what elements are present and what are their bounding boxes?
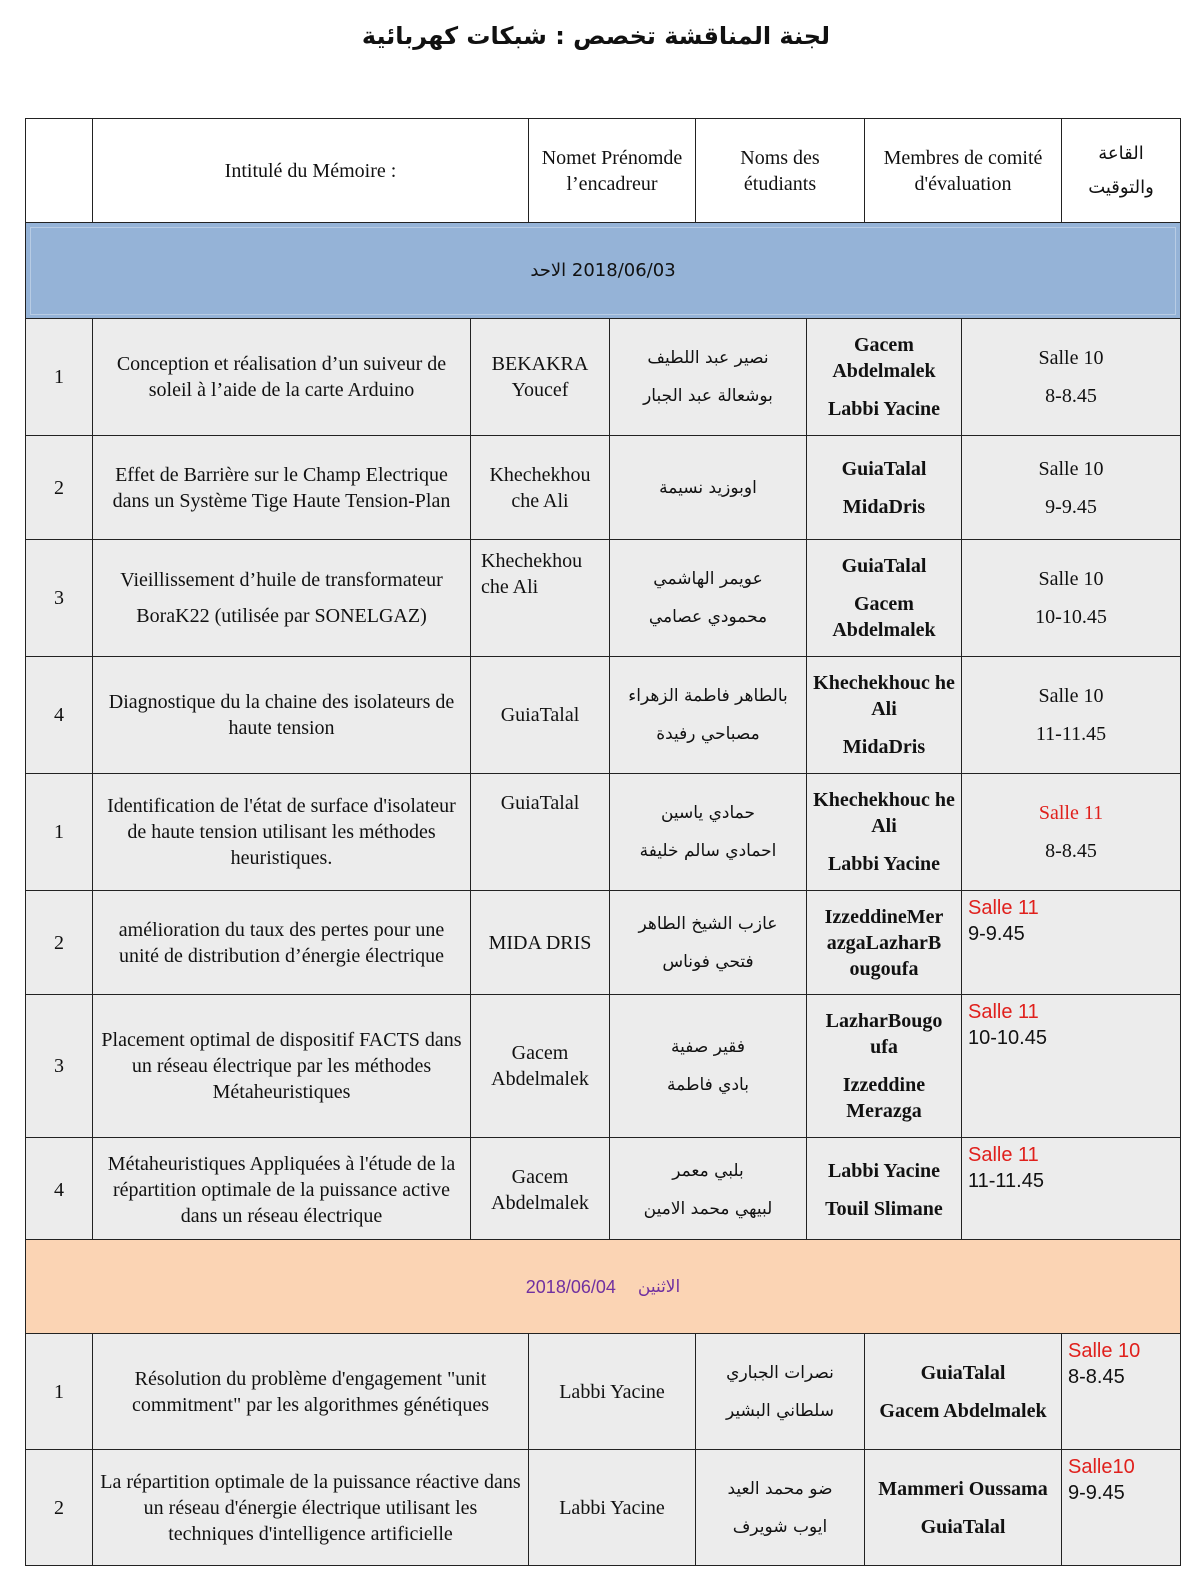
student-2: سلطاني البشير xyxy=(725,1400,834,1421)
memoire-title-text: Identification de l'état de surface d'isolateur de haute tension utilisant les méthodes heuristiques. xyxy=(107,795,456,869)
student-1: ضو محمد العيد xyxy=(727,1478,833,1499)
committee-member-1: IzzeddineMer azgaLazharB ougoufa xyxy=(824,905,944,980)
header-salle-line2: والتوقيت xyxy=(1088,176,1154,198)
row-number: 1 xyxy=(26,1334,93,1450)
students xyxy=(610,657,807,774)
memoire-title xyxy=(93,657,471,774)
room: Salle 10 xyxy=(1038,685,1104,707)
time-slot: 11-11.45 xyxy=(968,1170,1044,1192)
time-slot: 9-9.45 xyxy=(1068,1482,1125,1504)
memoire-title xyxy=(93,1334,529,1450)
student-2: مصباحي رفيدة xyxy=(656,724,760,744)
committee-member-1: GuiaTalal xyxy=(841,555,927,577)
day-2-dayname: الاثنين xyxy=(637,1276,681,1297)
students xyxy=(696,1334,865,1450)
committee xyxy=(865,1450,1062,1566)
room: Salle 11 xyxy=(968,1001,1039,1023)
student-2: محمودي عصامي xyxy=(648,607,768,627)
header-salle-line1: القاعة xyxy=(1098,142,1144,164)
page-title: لجنة المناقشة تخصص : شبكات كهربائية xyxy=(361,22,831,50)
time-slot: 9-9.45 xyxy=(1045,495,1097,518)
room: Salle10 xyxy=(1068,1456,1135,1478)
room: Salle 11 xyxy=(968,1144,1039,1166)
student-1: بلبي معمر xyxy=(672,1160,744,1181)
committee xyxy=(807,891,962,995)
committee-member-1: Khechekhouc he Ali xyxy=(813,789,955,837)
committee xyxy=(807,657,962,774)
students xyxy=(610,319,807,436)
schedule-row xyxy=(26,319,1181,436)
day-2-date: 2018/06/04 xyxy=(525,1276,616,1297)
committee-member-2: Labbi Yacine xyxy=(827,853,941,875)
supervisor: Gacem Abdelmalek xyxy=(471,995,610,1138)
student-2: فتحي فوناس xyxy=(662,951,754,972)
room: Salle 10 xyxy=(1038,347,1104,369)
time-slot: 8-8.45 xyxy=(1045,840,1097,862)
schedule-row xyxy=(26,774,1181,891)
time-slot: 10-10.45 xyxy=(1035,606,1107,628)
student-2: احمادي سالم خليفة xyxy=(639,841,777,861)
committee xyxy=(807,319,962,436)
supervisor: GuiaTalal xyxy=(471,774,610,891)
committee-member-2: Labbi Yacine xyxy=(827,398,941,420)
memoire-title xyxy=(93,1450,529,1566)
committee-member-1: Gacem Abdelmalek xyxy=(832,334,936,382)
row-number: 3 xyxy=(26,540,93,657)
row-number: 3 xyxy=(26,995,93,1138)
day-1-label: 2018/06/03 الاحد xyxy=(530,260,676,281)
memoire-title-text: amélioration du taux des pertes pour une unité de distribution d’énergie électrique xyxy=(118,918,445,967)
schedule-row xyxy=(26,1334,1181,1450)
schedule-row xyxy=(26,891,1181,995)
header-etudiants: Noms des étudiants xyxy=(696,119,865,223)
students xyxy=(610,540,807,657)
students xyxy=(610,774,807,891)
supervisor: BEKAKRA Youcef xyxy=(471,319,610,436)
memoire-title-text: Placement optimal de dispositif FACTS dans un réseau électrique par les méthodes Métaheuristiques xyxy=(101,1029,462,1103)
memoire-title-text: Métaheuristiques Appliquées à l'étude de la répartition optimale de la puissance active dans un réseau électrique xyxy=(107,1152,456,1227)
student-1: عازب الشيخ الطاهر xyxy=(638,913,778,934)
row-number: 2 xyxy=(26,436,93,540)
row-number: 4 xyxy=(26,1138,93,1242)
students xyxy=(610,1138,807,1242)
schedule-row xyxy=(26,1450,1181,1566)
student-2: لبيهي محمد الامين xyxy=(643,1198,773,1219)
schedule-row xyxy=(26,1138,1181,1242)
committee-member-2: Izzeddine Merazga xyxy=(842,1074,926,1122)
header-membres: Membres de comité d'évaluation xyxy=(865,119,1062,223)
committee xyxy=(865,1334,1062,1450)
room-time xyxy=(962,1138,1181,1242)
committee xyxy=(807,774,962,891)
student-1: عويمر الهاشمي xyxy=(653,569,763,589)
committee-member-1: LazharBougo ufa xyxy=(825,1010,943,1058)
room: Salle 11 xyxy=(968,897,1039,919)
student-1: حمادي ياسين xyxy=(660,803,756,823)
memoire-title xyxy=(93,1138,471,1242)
room: Salle 10 xyxy=(1038,457,1104,480)
student-2: بوشعالة عبد الجبار xyxy=(643,386,773,406)
row-number: 1 xyxy=(26,774,93,891)
memoire-title-extra: BoraK22 (utilisée par SONELGAZ) xyxy=(136,605,427,627)
room-time xyxy=(962,540,1181,657)
memoire-title xyxy=(93,891,471,995)
committee xyxy=(807,1138,962,1242)
students xyxy=(610,995,807,1138)
room: Salle 10 xyxy=(1068,1340,1141,1362)
header-intitule: Intitulé du Mémoire : xyxy=(93,119,529,223)
committee-member-2: Gacem Abdelmalek xyxy=(832,593,936,641)
row-number: 4 xyxy=(26,657,93,774)
time-slot: 9-9.45 xyxy=(968,923,1025,945)
committee-member-2: Gacem Abdelmalek xyxy=(879,1399,1047,1422)
student-2: بادي فاطمة xyxy=(667,1075,749,1095)
supervisor: Labbi Yacine xyxy=(529,1450,696,1566)
memoire-title xyxy=(93,436,471,540)
room-time xyxy=(962,319,1181,436)
committee-member-2: Touil Slimane xyxy=(825,1197,943,1220)
committee-member-2: MidaDris xyxy=(842,736,926,758)
header-row xyxy=(26,119,1181,223)
committee xyxy=(807,995,962,1138)
header-num-cell xyxy=(26,119,93,223)
supervisor: Khechekhou che Ali xyxy=(471,436,610,540)
day-band-1 xyxy=(26,223,1181,320)
committee-member-1: Labbi Yacine xyxy=(827,1159,941,1182)
committee xyxy=(807,540,962,657)
time-slot: 10-10.45 xyxy=(968,1027,1047,1049)
row-number: 2 xyxy=(26,1450,93,1566)
header-salle xyxy=(1062,119,1181,223)
schedule-row xyxy=(26,657,1181,774)
memoire-title xyxy=(93,774,471,891)
committee-member-2: MidaDris xyxy=(842,495,926,518)
memoire-title xyxy=(93,540,471,657)
supervisor: GuiaTalal xyxy=(471,657,610,774)
header-table xyxy=(25,118,1181,320)
header-encadreur: Nomet Prénomde l’encadreur xyxy=(529,119,696,223)
schedule-row xyxy=(26,540,1181,657)
room-time xyxy=(1062,1334,1181,1450)
time-slot: 8-8.45 xyxy=(1068,1366,1125,1388)
student-1: بالطاهر فاطمة الزهراء xyxy=(628,686,788,706)
memoire-title xyxy=(93,995,471,1138)
row-number: 1 xyxy=(26,319,93,436)
committee-member-1: GuiaTalal xyxy=(841,457,927,480)
supervisor: MIDA DRIS xyxy=(471,891,610,995)
students xyxy=(610,891,807,995)
memoire-title-text: Diagnostique du la chaine des isolateurs de haute tension xyxy=(108,691,455,739)
memoire-title-text: Vieillissement d’huile de transformateur xyxy=(120,569,443,591)
room-time xyxy=(962,657,1181,774)
committee-member-1: Mammeri Oussama xyxy=(878,1477,1048,1500)
students xyxy=(610,436,807,540)
room-time xyxy=(962,774,1181,891)
committee-member-1: Khechekhouc he Ali xyxy=(813,672,955,720)
supervisor: Khechekhou che Ali xyxy=(471,540,610,657)
student-1: نصير عبد اللطيف xyxy=(647,348,769,368)
room-time xyxy=(962,436,1181,540)
memoire-title-text: Résolution du problème d'engagement "unit commitment" par les algorithmes génétiques xyxy=(132,1367,489,1416)
room-time xyxy=(962,995,1181,1138)
room-time xyxy=(1062,1450,1181,1566)
supervisor: Labbi Yacine xyxy=(529,1334,696,1450)
row-number: 2 xyxy=(26,891,93,995)
student-1: فقير صفية xyxy=(671,1037,745,1057)
day-2-table xyxy=(25,1239,1181,1566)
students xyxy=(696,1450,865,1566)
supervisor: Gacem Abdelmalek xyxy=(471,1138,610,1242)
committee-member-1: GuiaTalal xyxy=(920,1361,1006,1384)
day-1-table xyxy=(25,318,1181,1242)
schedule-row xyxy=(26,436,1181,540)
room: Salle 10 xyxy=(1038,568,1104,590)
schedule-row xyxy=(26,995,1181,1138)
room-time xyxy=(962,891,1181,995)
committee xyxy=(807,436,962,540)
time-slot: 11-11.45 xyxy=(1035,723,1107,745)
student-1: اوبوزيد نسيمة xyxy=(659,477,757,498)
memoire-title-text: La répartition optimale de la puissance réactive dans un réseau d'énergie électrique utilisant les techniques d'intelligence artificielle xyxy=(100,1470,521,1545)
student-1: نصرات الجباري xyxy=(726,1362,834,1383)
committee-member-2: GuiaTalal xyxy=(920,1515,1006,1538)
memoire-title-text: Effet de Barrière sur le Champ Electrique dans un Système Tige Haute Tension-Plan xyxy=(112,463,451,512)
memoire-title-text: Conception et réalisation d’un suiveur de soleil à l’aide de la carte Arduino xyxy=(116,353,447,401)
memoire-title xyxy=(93,319,471,436)
time-slot: 8-8.45 xyxy=(1045,385,1097,407)
student-2: ايوب شويرف xyxy=(732,1516,828,1537)
day-band-2 xyxy=(26,1240,1181,1334)
room: Salle 11 xyxy=(1038,802,1104,824)
